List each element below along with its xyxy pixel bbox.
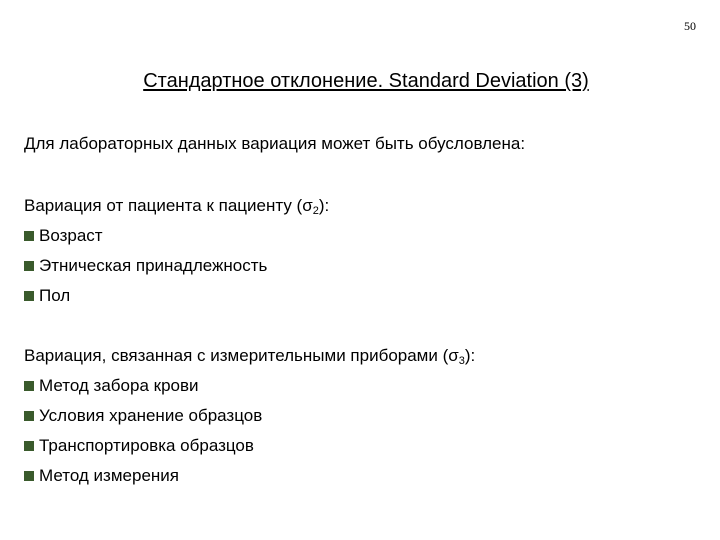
square-bullet-icon [24,261,34,271]
sigma-subscript: 3 [458,355,465,367]
square-bullet-icon [24,231,34,241]
section-heading [24,345,475,367]
section-heading-tail: ): [318,196,330,215]
section-heading-tail: ): [464,346,476,365]
list-item-label: Пол [39,286,71,305]
section-heading-text: Вариация от пациента к пациенту (σ [24,196,313,215]
bullet-list [24,225,329,307]
square-bullet-icon [24,411,34,421]
square-bullet-icon [24,381,34,391]
list-item [24,465,475,487]
page-number: 50 [684,19,696,33]
list-item-label: Возраст [39,226,103,245]
list-item [24,435,475,457]
sigma-subscript: 2 [312,205,319,217]
section-heading-text: Вариация, связанная с измерительными приборами (σ [24,346,459,365]
section-heading [24,195,329,217]
list-item-label: Условия хранение образцов [39,406,263,425]
list-item-label: Метод измерения [39,466,179,485]
square-bullet-icon [24,291,34,301]
list-item [24,225,329,247]
list-item-label: Этническая принадлежность [39,256,268,275]
list-item-label: Транспортировка образцов [39,436,254,455]
list-item [24,375,475,397]
instrument-variation-section [24,345,475,495]
intro-text: Для лабораторных данных вариация может быть обусловлена: [24,134,526,153]
list-item [24,255,329,277]
square-bullet-icon [24,471,34,481]
slide-title: Стандартное отклонение. Standard Deviation (3) [143,70,589,92]
list-item-label: Метод забора крови [39,376,199,395]
list-item [24,405,475,427]
square-bullet-icon [24,441,34,451]
list-item [24,285,329,307]
bullet-list [24,375,475,487]
patient-variation-section [24,195,329,315]
